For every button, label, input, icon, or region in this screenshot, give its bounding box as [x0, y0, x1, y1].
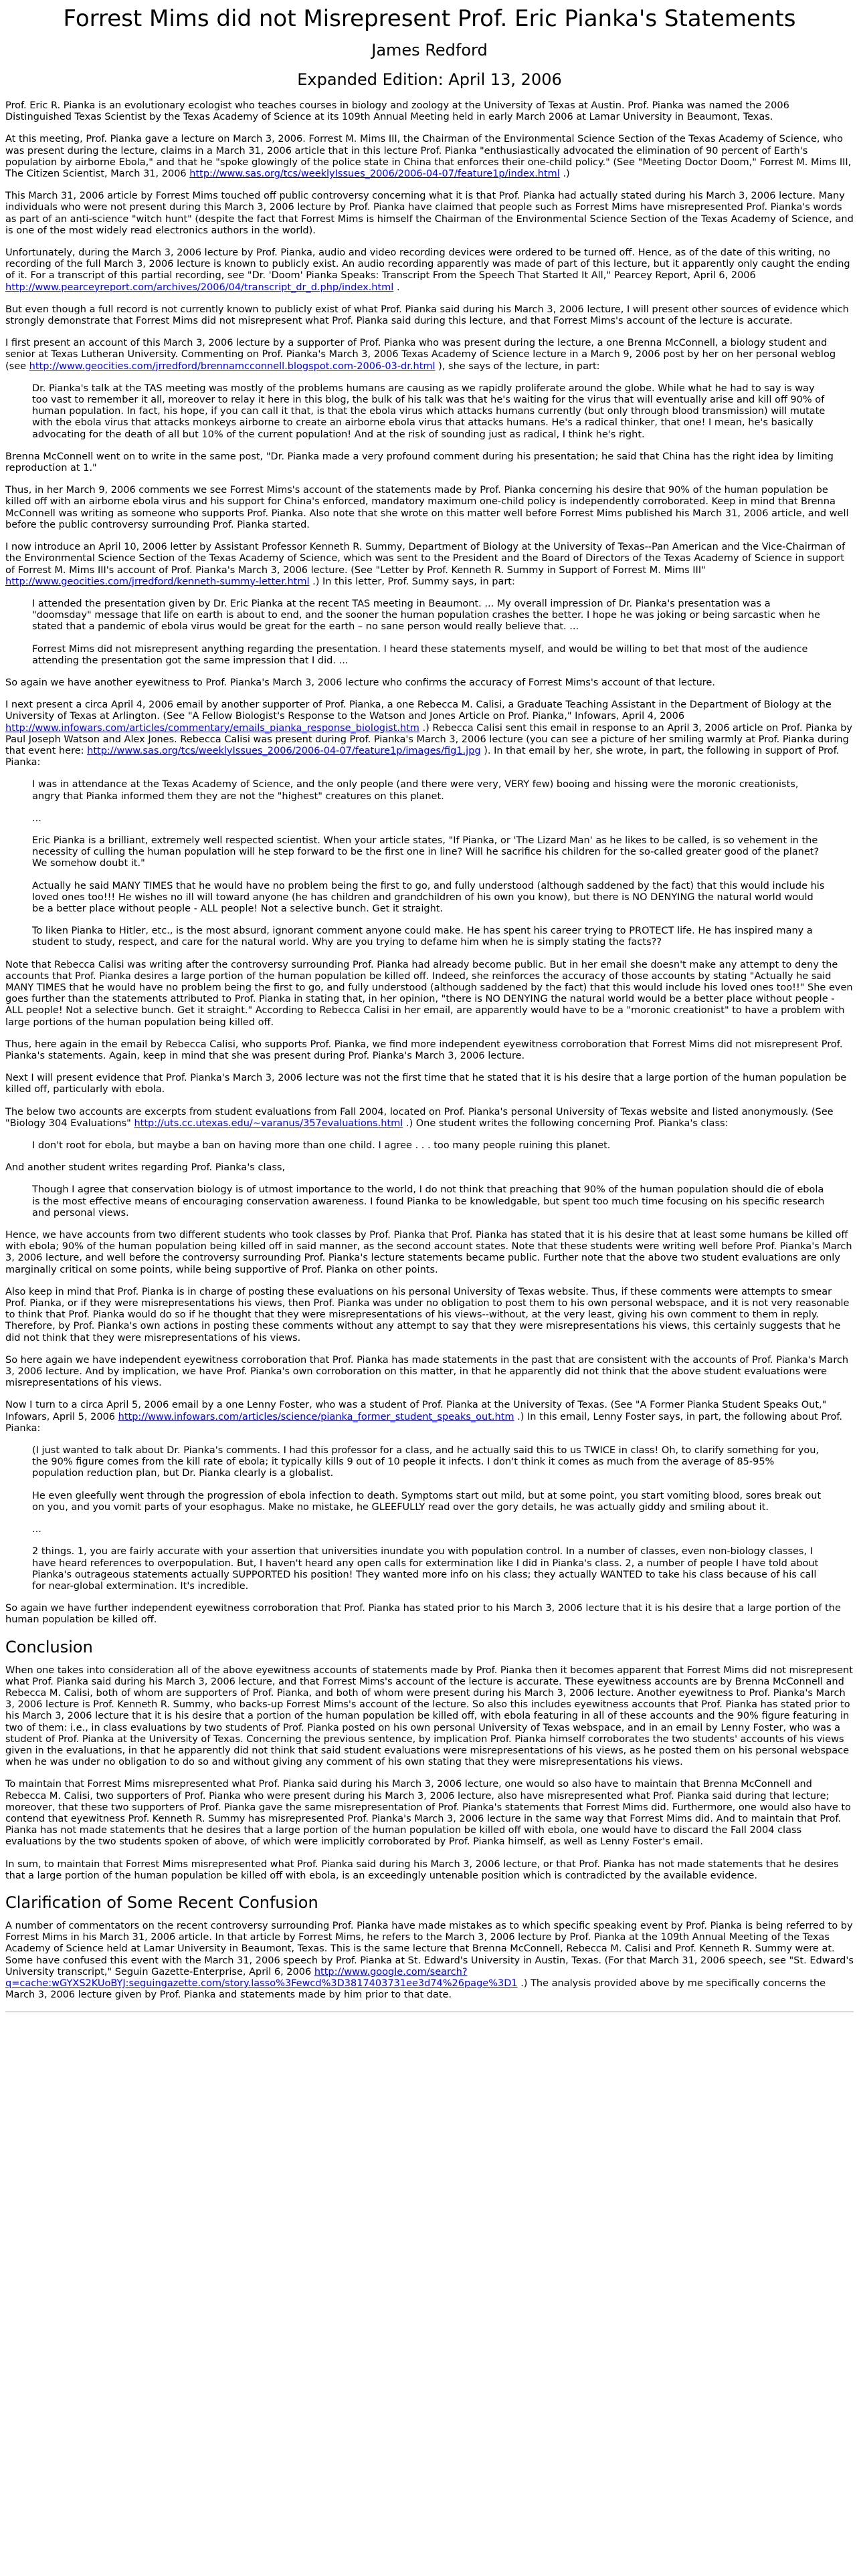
paragraph — [5, 700, 854, 768]
quote-ellipsis: ... — [32, 1524, 41, 1535]
paragraph — [5, 338, 854, 372]
paragraph-text: .) In this email, Lenny Foster says, in part, the following about Prof. Pianka: — [5, 1411, 842, 1434]
paragraph-text: At this meeting, Prof. Pianka gave a lecture on March 3, 2006. Forrest M. Mims III, the Chairman of the Environmental Science Section of the Texas Academy of Science, who was present during the lecture, claims in a March 31, 2006 article that in this lecture Prof. Pianka "enthusiastically advocated the elimination of 90 percent of Earth's population by airborne Ebola," and that he "spoke glowingly of the police state in China that enforces their one-child policy." (See "Meeting Doctor Doom," Forrest M. Mims III, The Citizen Scientist, March 31, 2006 — [5, 134, 852, 180]
paragraph: And another student writes regarding Prof. Pianka's class, — [5, 1162, 286, 1174]
paragraph-text: .) In this letter, Prof. Summy says, in part: — [309, 576, 515, 587]
paragraph: So again we have another eyewitness to Prof. Pianka's March 3, 2006 lecture who confirms the accuracy of Forrest Mims's account of that lecture. — [5, 677, 715, 688]
paragraph: Also keep in mind that Prof. Pianka is in charge of posting these evaluations on his personal University of Texas website. Thus, if these comments were attempts to smear Prof. Pianka, or if they were misrepresentations his views, then Prof. Pianka was under no obligation to post them to his own personal webspace, and it is not very reasonable to think that Prof. Pianka would do so if he thought that they were misrepresentations of his views--without, at the very least, giving his own comment to them in reply. Therefore, by Prof. Pianka's own actions in posting these comments without any attempt to say that they were misrepresentations his views, this certainly suggests that he did not think that they were misrepresentations of his views. — [5, 1286, 850, 1344]
document — [0, 5, 859, 2012]
section-heading-clarification: Clarification of Some Recent Confusion — [5, 1893, 318, 1912]
paragraph: So here again we have independent eyewitness corroboration that Prof. Pianka has made statements in the past that are consistent with the accounts of Prof. Pianka's March 3, 2006 lecture. And by implication, we have Prof. Pianka's own corroboration on this matter, in that he apparently did not think that the above student evaluations were misrepresentations of his views. — [5, 1354, 849, 1389]
paragraph: But even though a full record is not currently known to publicly exist of what Prof. Pianka said during his March 3, 2006 lecture, I will present other sources of evidence which strongly demonstrate that Forrest Mims did not misrepresent what Prof. Pianka said during this lecture, and that Forrest Mims's account of the lecture is accurate. — [5, 304, 849, 327]
paragraph: Thus, here again in the email by Rebecca Calisi, who supports Prof. Pianka, we find more independent eyewitness corroboration that Forrest Mims did not misrepresent Prof. Pianka's statements. Again, keep in mind that she was present during Prof. Pianka's March 3, 2006 lecture. — [5, 1039, 843, 1061]
paragraph — [5, 1107, 854, 1130]
source-link[interactable]: http://www.sas.org/tcs/weeklyIssues_2006/2006-04-07/feature1p/index.html — [189, 169, 560, 180]
edition-date: Expanded Edition: April 13, 2006 — [297, 70, 562, 89]
quote-paragraph: I was in attendance at the Texas Academy of Science, and the only people (and there were very, VERY few) booing and hissing were the moronic creationists, angry that Pianka informed them they are not the "highest" creatures on this planet. — [32, 779, 799, 802]
blockquote — [32, 599, 827, 667]
source-link[interactable]: http://www.google.com/search?q=cache:wGYXS2KUoBYJ:seguingazette.com/story.lasso%3Fewcd%3D3817403731ee3d74%26page%3D1 — [5, 1966, 518, 1989]
paragraph: When one takes into consideration all of the above eyewitness accounts of statements made by Prof. Pianka then it becomes apparent that Forrest Mims did not misrepresent what Prof. Pianka said during his March 3, 2006 lecture, and that Forrest Mims's account of the lecture is accurate. These eyewitness accounts are by Brenna McConnell and Rebecca M. Calisi, both of whom are supporters of Prof. Pianka, and both of whom were present during his March 3, 2006 lecture. Another eyewitness to Prof. Pianka's March 3, 2006 lecture is Prof. Kenneth R. Summy, who backs-up Forrest Mims's account of the lecture. So also this includes eyewitness accounts that Prof. Pianka has stated prior to his March 3, 2006 lecture that it is his desire that a portion of the human population be killed off, with ebola featuring in all of these accounts and the 90% figure featuring in two of them: i.e., in class evaluations by two students of Prof. Pianka posted on his own personal University of Texas webspace, and in an email by Lenny Foster, who was a student of Prof. Pianka at the University of Texas. Concerning the previous sentence, by implication Prof. Pianka himself corroborates the two students' accounts of his views given in the evaluations, in that he apparently did not think that said student evaluations were misrepresentations of his views, as he posted them on his personal webspace when he was under no obligation to do so and without giving any comment of his own stating that they were misrepresentations his views. — [5, 1665, 853, 1768]
blockquote — [32, 1184, 827, 1219]
paragraph-text: ), she says of the lecture, in part: — [435, 360, 600, 372]
source-link[interactable]: http://www.infowars.com/articles/science/pianka_former_student_speaks_out.htm — [118, 1411, 514, 1422]
quote-paragraph: Though I agree that conservation biology is of utmost importance to the world, I do not think that preaching that 90% of the human population should die of ebola is the most effective means of encouraging conservation awareness. I found Pianka to be knowledgable, but spent too much time focusing on his specific research and personal views. — [32, 1184, 825, 1218]
paragraph-text: ). In that email by her, she wrote, in part, the following in support of Prof. Pianka: — [5, 745, 840, 768]
paragraph-text: I now introduce an April 10, 2006 letter by Assistant Professor Kenneth R. Summy, Department of Biology at the University of Texas--Pan American and the Vice-Chairman of the Environmental Science Section of the Texas Academy of Science, which was sent to the President and the Board of Directors of the Texas Academy of Science in support of Forrest M. Mims III's account of Prof. Pianka's March 3, 2006 lecture. (See "Letter by Prof. Kenneth R. Summy in Support of Forrest M. Mims III" — [5, 542, 846, 576]
quote-paragraph: Forrest Mims did not misrepresent anything regarding the presentation. I heard these statements myself, and would be willing to bet that most of the audience attending the presentation got the same impression that I did. ... — [32, 643, 808, 666]
quote-paragraph: I don't root for ebola, but maybe a ban on having more than one child. I agree . . . too many people ruining this planet. — [32, 1140, 611, 1152]
image-link[interactable]: http://www.sas.org/tcs/weeklyIssues_2006/2006-04-07/feature1p/images/fig1.jpg — [87, 745, 481, 756]
paragraph — [5, 1921, 854, 2001]
quote-paragraph: 2 things. 1, you are fairly accurate with your assertion that universities inundate you with population control. In a number of classes, even non-biology classes, I have heard references to overpopulation. But, I haven't heard any open calls for extermination like I did in Pianka's class. 2, a number of people I have told about Pianka's outrageous statements actually SUPPORTED his position! They wanted more info on his class; they actually WANTED to take his class because of his call for near-global extermination. It's incredible. — [32, 1546, 819, 1592]
paragraph-text: Unfortunately, during the March 3, 2006 lecture by Prof. Pianka, audio and video recording devices were ordered to be turned off. Hence, as of the date of this writing, no recording of the full March 3, 2006 lecture is known to publicly exist. An audio recording apparently was made of part of this lecture, but it apparently only caught the ending of it. For a transcript of this partial recording, see "Dr. 'Doom' Pianka Speaks: Transcript From the Speech That Started It All," Pearcey Report, April 6, 2006 — [5, 247, 850, 282]
paragraph-text: .) The analysis provided above by me specifically concerns the March 3, 2006 lecture given by Prof. Pianka and statements made by him prior to that date. — [5, 1977, 826, 2001]
quote-paragraph: Actually he said MANY TIMES that he would have no problem being the first to go, and fully understood (although saddened by the fact) that this would include his loved ones too!!! He wishes no ill will toward anyone (he has children and grandchildren of his own you know), but there is NO DENYING the natural world would be a better place without people - ALL people! Not a selective bunch. Get it straight. — [32, 880, 825, 914]
source-link[interactable]: http://www.geocities.com/jrredford/kenneth-summy-letter.html — [5, 576, 310, 587]
quote-paragraph: He even gleefully went through the progression of ebola infection to death. Symptoms start out mild, but at some point, you start vomiting blood, sores break out on you, and you vomit parts of your esophagus. Make no mistake, he GLEEFULLY read over the gory details, he was actually giddy and smiling about it. — [32, 1490, 822, 1513]
paragraph-text: I next present a circa April 4, 2006 email by another supporter of Prof. Pianka, a one Rebecca M. Calisi, a Graduate Teaching Assistant in the Department of Biology at the University of Texas at Arlington. (See "A Fellow Biologist's Response to the Watson and Jones Article on Prof. Pianka," Infowars, April 4, 2006 — [5, 700, 832, 722]
page-title: Forrest Mims did not Misrepresent Prof. Eric Pianka's Statements — [63, 5, 796, 32]
source-link[interactable]: http://www.geocities.com/jrredford/brennamcconnell.blogspot.com-2006-03-dr.html — [29, 360, 436, 372]
author-name: James Redford — [371, 41, 488, 60]
paragraph: To maintain that Forrest Mims misrepresented what Prof. Pianka said during his March 3, 2006 lecture, one would so also have to maintain that Brenna McConnell and Rebecca M. Calisi, two supporters of Prof. Pianka who were present during his March 3, 2006 lecture, also have misrepresented what Prof. Pianka said during that lecture; moreover, that these two supporters of Prof. Pianka gave the same misrepresentation of Prof. Pianka's statements that Forrest Mims did. Furthermore, one would also have to contend that eyewitness Prof. Kenneth R. Summy has misrepresented Prof. Pianka's March 3, 2006 lecture in the same way that Forrest Mims did. And to maintain that Prof. Pianka has not made statements that he desires that a large portion of the human population be killed off with ebola, one would have to discard the Fall 2004 class evaluations by the two students spoken of above, of which were implicitly corroborated by Prof. Pianka himself, as well as Lenny Foster's email. — [5, 1779, 851, 1848]
blockquote — [32, 1140, 827, 1152]
paragraph: Prof. Eric R. Pianka is an evolutionary ecologist who teaches courses in biology and zoology at the University of Texas at Austin. Prof. Pianka was named the 2006 Distinguished Texas Scientist by the Texas Academy of Science at its 109th Annual Meeting held in early March 2006 at Lamar University in Beaumont, Texas. — [5, 100, 789, 123]
blockquote — [32, 1445, 827, 1592]
paragraph-text: . — [393, 282, 400, 293]
paragraph: So again we have further independent eyewitness corroboration that Prof. Pianka has stated prior to his March 3, 2006 lecture that it is his desire that a large portion of the human population be killed off. — [5, 1603, 841, 1626]
paragraph: Note that Rebecca Calisi was writing after the controversy surrounding Prof. Pianka had already become public. But in her email she doesn't make any attempt to deny the accounts that Prof. Pianka desires a large portion of the human population be killed off. Indeed, she reinforces the accuracy of those accounts by stating "Actually he said MANY TIMES that he would have no problem being the first to go, and fully understood (although saddened by the fact) that this would include his loved ones too!!" She even goes further than the statements attributed to Prof. Pianka in stating that, in her opinion, "there is NO DENYING the natural world would be a better place without people - ALL people! Not a selective bunch. Get it straight." According to Rebecca Calisi in her email, are apparently would have to be a "moronic creationist" to have a problem with large portions of the human population being killed off. — [5, 959, 853, 1028]
section-heading-conclusion: Conclusion — [5, 1637, 93, 1656]
paragraph: In sum, to maintain that Forrest Mims misrepresented what Prof. Pianka said during his March 3, 2006 lecture, or that Prof. Pianka has not made statements that he desires that a large portion of the human population be killed off with ebola, is an exceedingly untenable position which is contradicted by the available evidence. — [5, 1858, 839, 1881]
paragraph — [5, 542, 854, 588]
source-link[interactable]: http://uts.cc.utexas.edu/~varanus/357evaluations.html — [134, 1117, 403, 1129]
source-link[interactable]: http://www.infowars.com/articles/commentary/emails_pianka_response_biologist.htm — [5, 722, 419, 734]
quote-paragraph: (I just wanted to talk about Dr. Pianka's comments. I had this professor for a class, and he actually said this to us TWICE in class! Oh, to clarify something for you, the 90% figure comes from the kill rate of ebola; it typically kills 9 out of 10 people it infects. I don't think it comes as much from the average of 85-95% population reduction plan, but Dr. Pianka clearly is a globalist. — [32, 1445, 819, 1479]
paragraph-text: Now I turn to a circa April 5, 2006 email by a one Lenny Foster, who was a student of Prof. Pianka at the University of Texas. (See "A Former Pianka Student Speaks Out," Infowars, April 5, 2006 — [5, 1400, 827, 1422]
paragraph — [5, 1400, 854, 1434]
quote-paragraph: Dr. Pianka's talk at the TAS meeting was mostly of the problems humans are causing as we rapidly proliferate around the globe. While what he had to say is way too vast to remember it all, moreover to relay it here in this blog, the bulk of his talk was that he's waiting for the virus that will eventually arise and kill off 90% of human population. In fact, his hope, if you can call it that, is that the ebola virus which attacks humans currently (but only through blood transmission) will mutate with the ebola virus that attacks monkeys airborne to create an airborne ebola virus that attacks humans. He's a radical thinker, that one! I mean, he's basically advocating for the death of all but 10% of the current population! And at the risk of sounding just as radical, I think he's right. — [32, 383, 826, 440]
paragraph-text: .) Rebecca Calisi sent this email in response to an April 3, 2006 article on Prof. Pianka by Paul Joseph Watson and Alex Jones. Rebecca Calisi was present during Prof. Pianka's March 3, 2006 lecture (you can see a picture of her smiling warmly at Prof. Pianka during that event here: — [5, 722, 853, 756]
paragraph — [5, 134, 854, 180]
quote-paragraph: I attended the presentation given by Dr. Eric Pianka at the recent TAS meeting in Beaumont. ... My overall impression of Dr. Pianka's presentation was a "doomsday" message that life on earth is about to end, and the sooner the human population crashes the better. I hope he was joking or being sarcastic when he stated that a pandemic of ebola virus would be great for the earth – no sane person would really believe that. ... — [32, 598, 820, 633]
paragraph: This March 31, 2006 article by Forrest Mims touched off public controversy concerning what it is that Prof. Pianka had actually stated during his March 3, 2006 lecture. Many individuals who were not present during this March 3, 2006 lecture by Prof. Pianka have claimed that people such as Forrest Mims have misrepresented Prof. Pianka's words as part of an anti-science "witch hunt" (despite the fact that Forrest Mims is himself the Chairman of the Environmental Science Section of the Texas Academy of Science, and is one of the most widely read electronics authors in the world). — [5, 191, 854, 236]
paragraph: Thus, in her March 9, 2006 comments we see Forrest Mims's account of the statements made by Prof. Pianka concerning his desire that 90% of the human population be killed off with an airborne ebola virus and his support for China's enforced, mandatory maximum one-child policy is independently corroborated. Keep in mind that Brenna McConnell was writing as someone who supports Prof. Pianka. Also note that she wrote on this matter well before Forrest Mims published his March 31, 2006 article, and well before the public controversy surrounding Prof. Pianka started. — [5, 485, 849, 530]
paragraph-text: A number of commentators on the recent controversy surrounding Prof. Pianka have made mistakes as to which specific speaking event by Prof. Pianka is being referred to by Forrest Mims in his March 31, 2006 article. In that article by Forrest Mims, he refers to the March 3, 2006 lecture by Prof. Pianka at the 109th Annual Meeting of the Texas Academy of Science held at Lamar University in Beaumont, Texas. This is the same lecture that Brenna McConnell, Rebecca M. Calisi and Prof. Kenneth R. Summy were at. Some have confused this event with the March 31, 2006 speech by Prof. Pianka at St. Edward's University in Austin, Texas. (For that March 31, 2006 speech, see "St. Edward's University transcript," Seguin Gazette-Enterprise, April 6, 2006 — [5, 1920, 854, 1977]
paragraph: Next I will present evidence that Prof. Pianka's March 3, 2006 lecture was not the first time that he stated that it is his desire that a large portion of the human population be killed off, particularly with ebola. — [5, 1073, 847, 1095]
quote-paragraph: Eric Pianka is a brilliant, extremely well respected scientist. When your article states, "If Pianka, or 'The Lizard Man' as he likes to be called, is so vehement in the necessity of culling the human population will he step forward to be the first one in line? Will he sacrifice his children for the so-called greater good of the planet? We somehow doubt it." — [32, 835, 820, 869]
quote-ellipsis: ... — [32, 813, 41, 824]
paragraph-text: I first present an account of this March 3, 2006 lecture by a supporter of Prof. Pianka who was present during the lecture, a one Brenna McConnell, a biology student and senior at Texas Lutheran University. Commenting on Prof. Pianka's March 3, 2006 Texas Academy of Science lecture in a March 9, 2006 post by her on her personal weblog (see — [5, 338, 836, 372]
blockquote — [32, 779, 827, 948]
paragraph — [5, 247, 854, 294]
paragraph-text: .) One student writes the following concerning Prof. Pianka's class: — [403, 1117, 729, 1129]
source-link[interactable]: http://www.pearceyreport.com/archives/2006/04/transcript_dr_d.php/index.html — [5, 282, 394, 293]
paragraph-text: .) — [559, 169, 570, 180]
quote-paragraph: To liken Pianka to Hitler, etc., is the most absurd, ignorant comment anyone could make. He has spent his career trying to PROTECT life. He has inspired many a student to study, respect, and care for the natural world. Why are you trying to defame him when he is simply stating the facts?? — [32, 926, 813, 948]
blockquote — [32, 383, 827, 441]
paragraph: Brenna McConnell went on to write in the same post, "Dr. Pianka made a very profound comment during his presentation; he said that China has the right idea by limiting reproduction at 1." — [5, 451, 834, 474]
paragraph-text: The below two accounts are excerpts from student evaluations from Fall 2004, located on Prof. Pianka's personal University of Texas website and listed anonymously. (See "Biology 304 Evaluations" — [5, 1106, 834, 1129]
paragraph: Hence, we have accounts from two different students who took classes by Prof. Pianka that Prof. Pianka has stated that it is his desire that at least some humans be killed off with ebola; 90% of the human population being killed off in said manner, as the second account states. Note that these students were writing well before Prof. Pianka's March 3, 2006 lecture, and well before the controversy surrounding Prof. Pianka's lecture statements became public. Further note that the above two student evaluations are only marginally critical on some points, while being supportive of Prof. Pianka on other points. — [5, 1230, 852, 1275]
